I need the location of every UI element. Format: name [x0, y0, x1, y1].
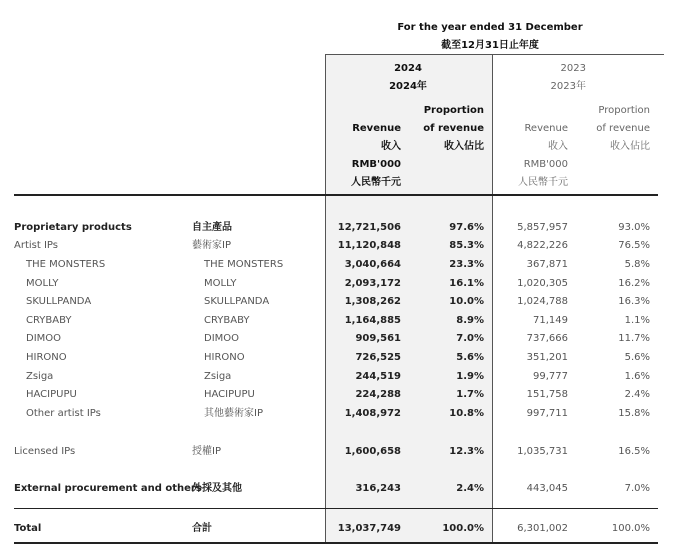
- row-label: Zsiga: [26, 371, 54, 382]
- row-label: MOLLY: [26, 278, 59, 289]
- revenue-2023-cell: 737,666: [526, 333, 568, 344]
- revenue-2024-cell: 224,288: [355, 389, 401, 400]
- revenue-2023-cell: 71,149: [533, 315, 568, 326]
- revenue-2024-cell: 316,243: [355, 483, 401, 494]
- revenue-2023-cell: 4,822,226: [517, 240, 568, 251]
- revenue-2023-cell: 99,777: [533, 371, 568, 382]
- proportion-header-2024-cn: 收入佔比: [444, 141, 484, 152]
- year-2024-cn: 2024年: [389, 81, 427, 92]
- row-label: Other artist IPs: [26, 408, 101, 419]
- table-row: [0, 369, 679, 385]
- row-label: External procurement and others: [14, 483, 202, 494]
- row-label: HACIPUPU: [26, 389, 77, 400]
- proportion-header-2023-l2: of revenue: [596, 123, 650, 134]
- revenue-2024-cell: 244,519: [355, 371, 401, 382]
- row-label-cn: MOLLY: [204, 278, 237, 289]
- revenue-2023-cell: 5,857,957: [517, 222, 568, 233]
- proportion-2023-cell: 5.6%: [624, 352, 650, 363]
- row-label-cn: 自主產品: [192, 222, 232, 233]
- proportion-2024-cell: 97.6%: [449, 222, 484, 233]
- proportion-2023-cell: 5.8%: [624, 259, 650, 270]
- proportion-2023-cell: 100.0%: [611, 523, 650, 534]
- row-label-cn: 藝術家IP: [192, 240, 231, 251]
- row-label-cn: 外採及其他: [192, 483, 242, 494]
- proportion-header-2023-cn: 收入佔比: [610, 141, 650, 152]
- total-bottom-rule: [14, 542, 658, 544]
- revenue-header-2023-cn: 收入: [548, 141, 568, 152]
- proportion-2023-cell: 11.7%: [618, 333, 650, 344]
- table-row: [0, 387, 679, 403]
- table-row-total: [0, 521, 679, 537]
- period-underline: [325, 54, 664, 55]
- proportion-2023-cell: 2.4%: [624, 389, 650, 400]
- unit-header-2023: RMB'000: [523, 159, 568, 170]
- year-2023: 2023: [560, 63, 586, 74]
- proportion-2024-cell: 100.0%: [442, 523, 484, 534]
- revenue-2024-cell: 1,308,262: [344, 296, 401, 307]
- revenue-2023-cell: 6,301,002: [517, 523, 568, 534]
- table-row: [0, 238, 679, 254]
- revenue-2024-cell: 726,525: [355, 352, 401, 363]
- revenue-2023-cell: 1,020,305: [517, 278, 568, 289]
- revenue-2024-cell: 1,164,885: [344, 315, 401, 326]
- revenue-header-2024: Revenue: [352, 123, 401, 134]
- row-label: THE MONSTERS: [26, 259, 106, 270]
- header-rule: [14, 194, 658, 196]
- revenue-2024-cell: 2,093,172: [344, 278, 401, 289]
- table-row: [0, 313, 679, 329]
- revenue-2024-cell: 909,561: [355, 333, 401, 344]
- revenue-2024-cell: 11,120,848: [337, 240, 401, 251]
- proportion-2024-cell: 2.4%: [456, 483, 484, 494]
- proportion-2023-cell: 7.0%: [624, 483, 650, 494]
- proportion-2024-cell: 16.1%: [449, 278, 484, 289]
- row-label-cn: SKULLPANDA: [204, 296, 270, 307]
- year-2024: 2024: [394, 63, 422, 74]
- table-row: [0, 294, 679, 310]
- revenue-2023-cell: 443,045: [526, 483, 568, 494]
- row-label: Artist IPs: [14, 240, 58, 251]
- row-label: Total: [14, 523, 42, 534]
- row-label-cn: 其他藝術家IP: [204, 408, 263, 419]
- row-label-cn: Zsiga: [204, 371, 232, 382]
- revenue-2024-cell: 1,408,972: [344, 408, 401, 419]
- table-row: [0, 406, 679, 422]
- table-row: [0, 276, 679, 292]
- row-label: SKULLPANDA: [26, 296, 92, 307]
- unit-header-2024: RMB'000: [351, 159, 401, 170]
- year-2023-cn: 2023年: [550, 81, 586, 92]
- row-label: CRYBABY: [26, 315, 72, 326]
- revenue-2024-cell: 3,040,664: [344, 259, 401, 270]
- row-label: Licensed IPs: [14, 446, 76, 457]
- proportion-2024-cell: 10.8%: [449, 408, 484, 419]
- revenue-header-2024-cn: 收入: [381, 141, 401, 152]
- table-row: [0, 331, 679, 347]
- revenue-2023-cell: 997,711: [526, 408, 568, 419]
- proportion-2024-cell: 5.6%: [456, 352, 484, 363]
- proportion-2023-cell: 1.1%: [624, 315, 650, 326]
- proportion-header-2023: Proportion: [598, 105, 650, 116]
- proportion-2024-cell: 10.0%: [449, 296, 484, 307]
- row-label-cn: 授權IP: [192, 446, 221, 457]
- unit-header-2024-cn: 人民幣千元: [351, 177, 401, 188]
- total-top-rule: [14, 508, 658, 509]
- proportion-2024-cell: 85.3%: [449, 240, 484, 251]
- revenue-header-2023: Revenue: [524, 123, 568, 134]
- unit-header-2023-cn: 人民幣千元: [518, 177, 568, 188]
- table-row: [0, 257, 679, 273]
- revenue-2023-cell: 1,024,788: [517, 296, 568, 307]
- proportion-2024-cell: 1.9%: [456, 371, 484, 382]
- revenue-2024-cell: 13,037,749: [337, 523, 401, 534]
- period-title: For the year ended 31 December: [397, 22, 583, 33]
- proportion-2023-cell: 16.3%: [618, 296, 650, 307]
- revenue-2023-cell: 351,201: [526, 352, 568, 363]
- row-label-cn: THE MONSTERS: [204, 259, 284, 270]
- proportion-2023-cell: 1.6%: [624, 371, 650, 382]
- proportion-2023-cell: 15.8%: [618, 408, 650, 419]
- revenue-2024-cell: 1,600,658: [344, 446, 401, 457]
- period-title-cn: 截至12月31日止年度: [441, 40, 539, 51]
- revenue-2024-cell: 12,721,506: [337, 222, 401, 233]
- table-row: [0, 481, 679, 497]
- revenue-2023-cell: 151,758: [526, 389, 568, 400]
- row-label-cn: HIRONO: [204, 352, 245, 363]
- row-label-cn: HACIPUPU: [204, 389, 255, 400]
- row-label-cn: CRYBABY: [204, 315, 250, 326]
- proportion-2024-cell: 7.0%: [456, 333, 484, 344]
- proportion-2023-cell: 16.2%: [618, 278, 650, 289]
- proportion-2024-cell: 23.3%: [449, 259, 484, 270]
- row-label: HIRONO: [26, 352, 67, 363]
- proportion-2023-cell: 93.0%: [618, 222, 650, 233]
- proportion-2023-cell: 76.5%: [618, 240, 650, 251]
- table-row: [0, 220, 679, 236]
- proportion-2024-cell: 8.9%: [456, 315, 484, 326]
- row-label-cn: 合計: [192, 523, 212, 534]
- proportion-2023-cell: 16.5%: [618, 446, 650, 457]
- proportion-header-2024-l2: of revenue: [423, 123, 484, 134]
- table-row: [0, 444, 679, 460]
- row-label-cn: DIMOO: [204, 333, 240, 344]
- proportion-header-2024: Proportion: [423, 105, 484, 116]
- row-label: Proprietary products: [14, 222, 132, 233]
- revenue-2023-cell: 367,871: [526, 259, 568, 270]
- table-row: [0, 350, 679, 366]
- proportion-2024-cell: 12.3%: [449, 446, 484, 457]
- proportion-2024-cell: 1.7%: [456, 389, 484, 400]
- row-label: DIMOO: [26, 333, 62, 344]
- revenue-2023-cell: 1,035,731: [517, 446, 568, 457]
